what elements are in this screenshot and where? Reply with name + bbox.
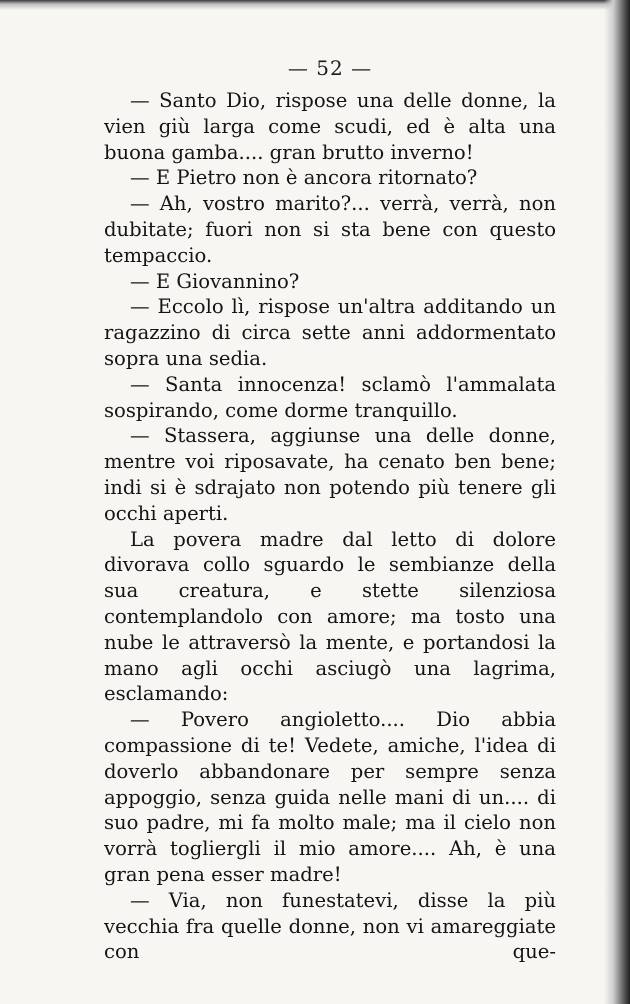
paragraph: — Santo Dio, rispose una delle donne, la vien giù larga come scudi, ed è alta una buona gamba.... gran brutto inverno! bbox=[104, 89, 556, 164]
paragraph: — E Pietro non è ancora ritornato? bbox=[130, 166, 478, 190]
paragraph: — E Giovannino? bbox=[130, 269, 300, 293]
paragraph: — Ah, vostro marito?... verrà, verrà, non dubitate; fuori non si sta bene con questo tempaccio. bbox=[104, 192, 556, 267]
paragraph: — Stassera, aggiunse una delle donne, mentre voi riposavate, ha cenato ben bene; indi si è sdrajato non potendo più tenere gli occhi aperti. bbox=[104, 424, 556, 525]
page-number: — 52 — bbox=[287, 56, 373, 80]
page-gutter-shadow bbox=[604, 0, 630, 1004]
paragraph: La povera madre dal letto di dolore divorava collo sguardo le sembianze della sua creatura, e stette silenziosa contemplandolo con amore; ma tosto una nube le attraversò la mente, e portandosi la mano agli occhi asciugò una lagrima, esclamando: bbox=[104, 527, 556, 706]
body-text bbox=[104, 88, 556, 965]
paragraph: — Eccolo lì, rispose un'altra additando un ragazzino di circa sette anni addormentato sopra una sedia. bbox=[104, 295, 556, 370]
paragraph: — Povero angioletto.... Dio abbia compassione di te! Vedete, amiche, l'idea di doverlo abbandonare per sempre senza appoggio, senza guida nelle mani di un.... di suo padre, mi fa molto male; ma il cielo non vorrà togliergli il mio amore.... Ah, è una gran pena esser madre! bbox=[104, 708, 556, 886]
page-top-shadow bbox=[0, 0, 630, 10]
paragraph: — Via, non funestatevi, disse la più vecchia fra quelle donne, non vi amareggiate con que- bbox=[104, 888, 556, 964]
paragraph: — Santa innocenza! sclamò l'ammalata sospirando, come dorme tranquillo. bbox=[104, 372, 556, 422]
